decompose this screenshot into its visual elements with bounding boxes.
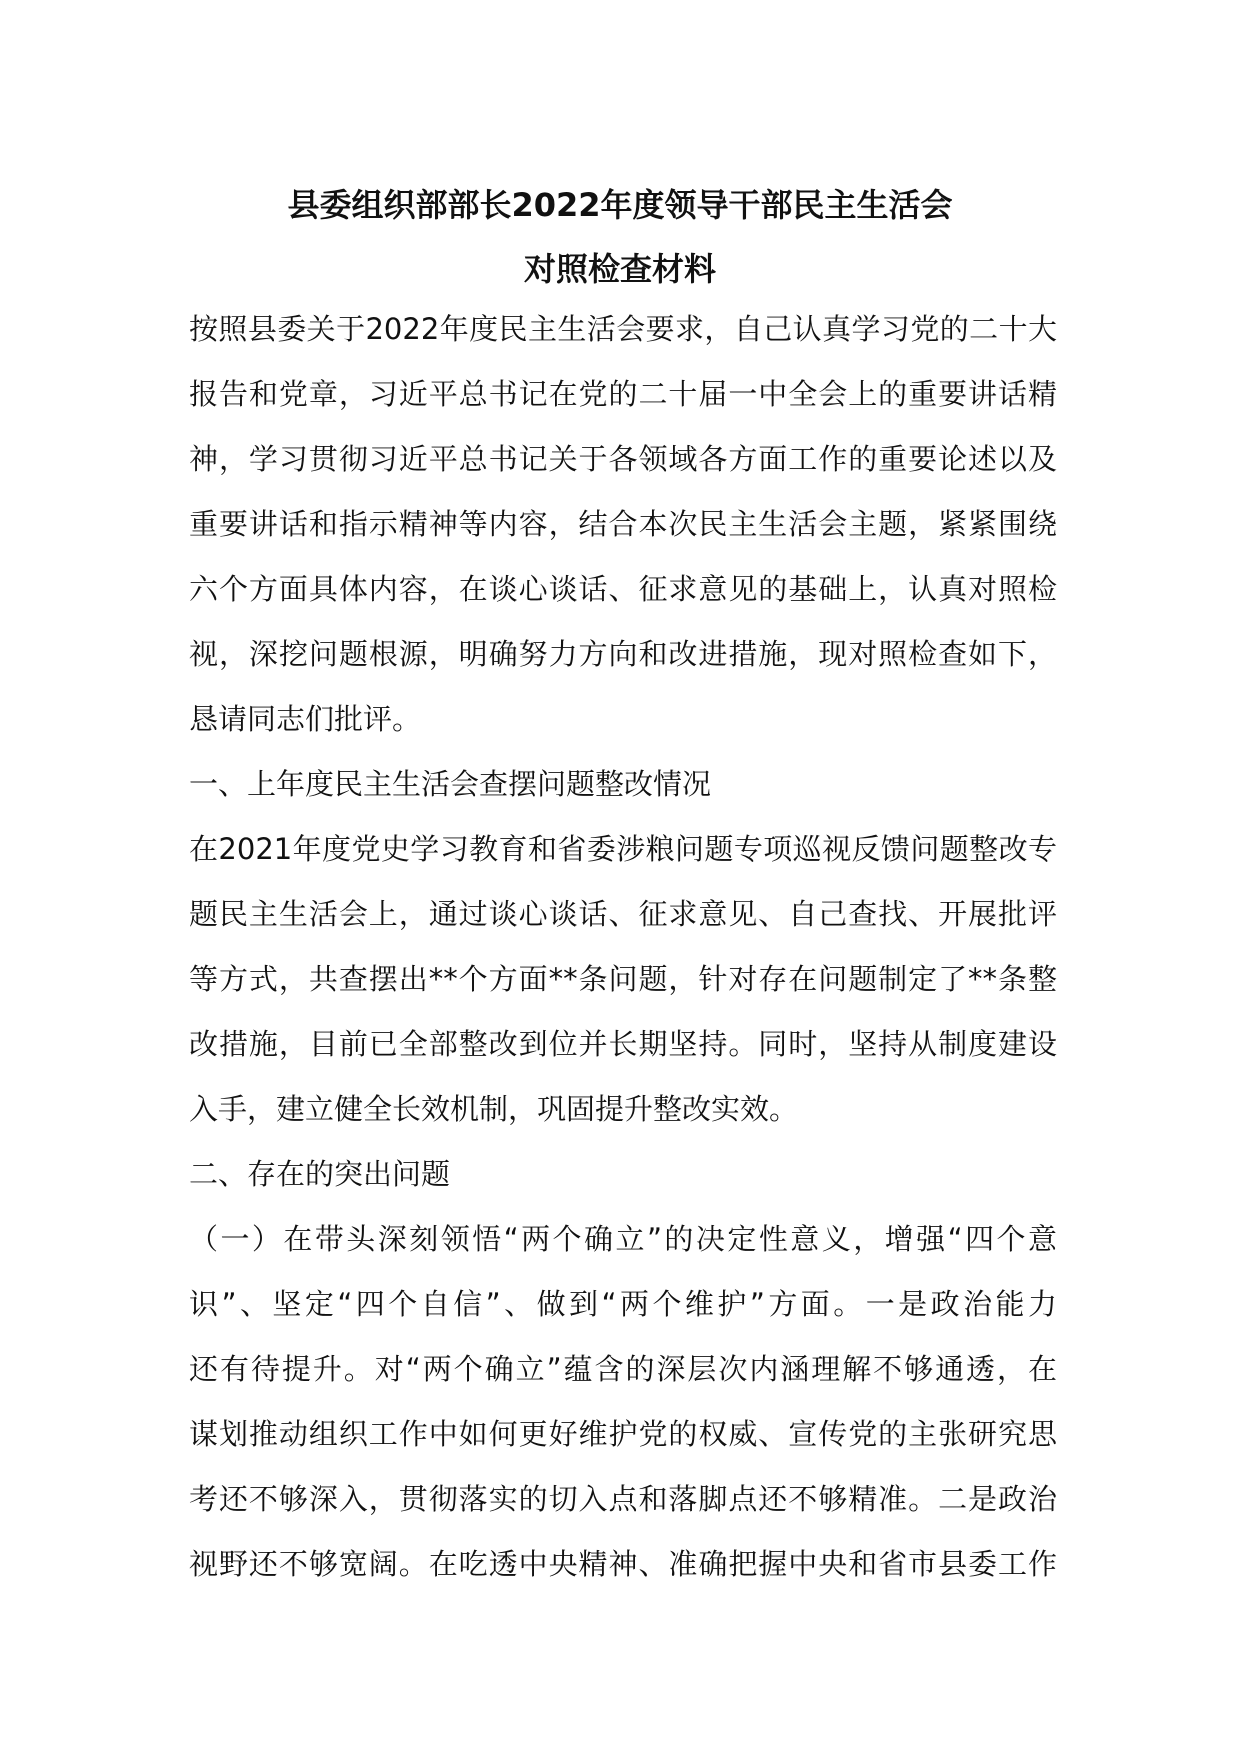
text-line: 六个方面具体内容，在谈心谈话、征求意见的基础上，认真对照检 [189,572,1057,606]
text-line: 入手，建立健全长效机制，巩固提升整改实效。 [189,1092,799,1126]
document-subtitle: 对照检查材料 [523,250,716,288]
text-line: 视，深挖问题根源，明确努力方向和改进措施，现对照检查如下， [189,637,1057,671]
text-line: 按照县委关于2022年度民主生活会要求，自己认真学习党的二十大 [189,312,1057,346]
text-line: 重要讲话和指示精神等内容，结合本次民主生活会主题，紧紧围绕 [189,507,1057,541]
text-line: 改措施，目前已全部整改到位并长期坚持。同时，坚持从制度建设 [189,1027,1057,1061]
text-line: 考还不够深入，贯彻落实的切入点和落脚点还不够精准。二是政治 [189,1482,1057,1516]
text-line: 神，学习贯彻习近平总书记关于各领域各方面工作的重要论述以及 [189,442,1057,476]
text-line: 报告和党章，习近平总书记在党的二十届一中全会上的重要讲话精 [189,377,1057,411]
text-line: 恳请同志们批评。 [189,702,422,736]
text-line: 一、上年度民主生活会查摆问题整改情况 [189,767,712,801]
text-line: 视野还不够宽阔。在吃透中央精神、准确把握中央和省市县委工作 [189,1547,1057,1581]
document-title: 县委组织部部长2022年度领导干部民主生活会 [287,186,953,224]
text-line: （一）在带头深刻领悟“两个确立”的决定性意义，增强“四个意 [189,1222,1057,1256]
text-line: 题民主生活会上，通过谈心谈话、征求意见、自己查找、开展批评 [189,897,1057,931]
text-line: 二、存在的突出问题 [189,1157,451,1191]
document-body [189,309,1057,1609]
text-line: 在2021年度党史学习教育和省委涉粮问题专项巡视反馈问题整改专 [189,832,1057,866]
text-line: 谋划推动组织工作中如何更好维护党的权威、宣传党的主张研究思 [189,1417,1057,1451]
text-line: 等方式，共查摆出**个方面**条问题，针对存在问题制定了**条整 [189,962,1057,996]
text-line: 还有待提升。对“两个确立”蕴含的深层次内涵理解不够通透，在 [189,1352,1057,1386]
text-line: 识”、坚定“四个自信”、做到“两个维护”方面。一是政治能力 [189,1287,1057,1321]
